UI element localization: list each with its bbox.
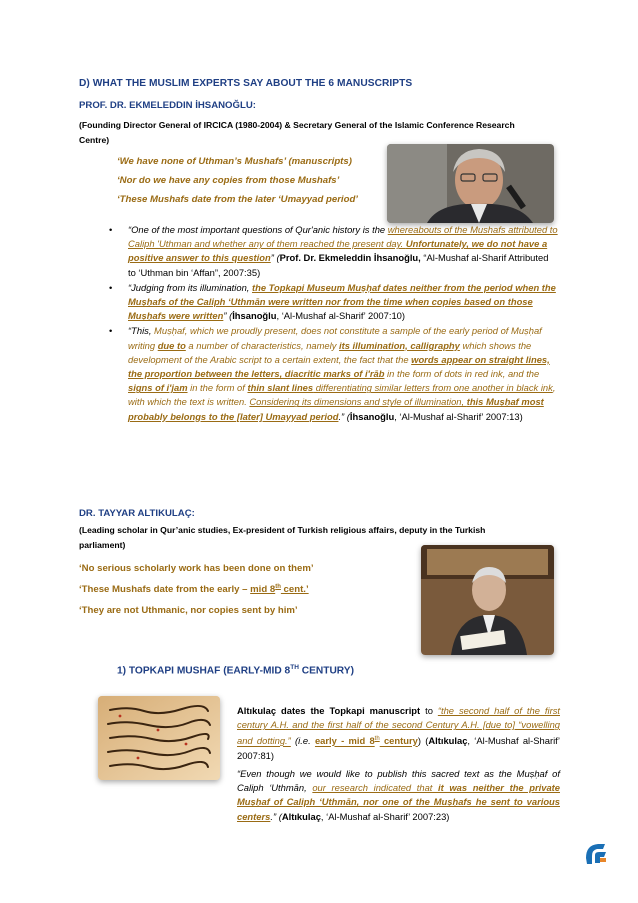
logo-icon: [583, 840, 609, 866]
expert2-name: DR. TAYYAR ALTIKULAÇ:: [79, 508, 195, 519]
bullet-icon: •: [109, 224, 113, 235]
bullet-item: • “This, Muṣḥaf, which we proudly present, does not constitute a sample of the early period of Muṣḥaf writing due to a number of characteristics, namely its illumination, calligraphy which shows the development of the Arabic script to a certain extent, the fact that the words appear on straight lines, the proportion between the letters, diacritic marks of i'rāb in the form of dots in red ink, and the signs of i'jam in the form of thin slant lines differentiating similar letters from one another in black ink, with which the text is written. Considering its dimensions and style of illumination, this Muṣḥaf most probably belongs to the [later] Umayyad period.” (İhsanoğlu, ‘Al-Mushaf al-Sharif’ 2007:13): [109, 325, 556, 422]
expert1-bullet-list: [109, 223, 558, 425]
bullet-icon: •: [109, 325, 113, 337]
topkapi-paragraph-1: Altıkulaç dates the Topkapi manuscript to “the second half of the first century A.H. and the first half of the second Century A.H. [due to] “vowelling and dotting.” (i.e. early - mid 8th century) (Altıkulaç, ‘Al-Mushaf al-Sharif’ 2007:81): [237, 705, 561, 761]
expert1-quote-2: ‘Nor do we have any copies from those Mushafs’: [117, 175, 340, 186]
expert1-quote-3: ‘These Mushafs date from the later ‘Umayyad period’: [117, 194, 358, 205]
expert2-quote-3: ‘They are not Uthmanic, nor copies sent by him’: [79, 605, 298, 616]
section-title: D) WHAT THE MUSLIM EXPERTS SAY ABOUT THE 6 MANUSCRIPTS: [79, 78, 413, 89]
topkapi-title: 1) TOPKAPI MUSHAF (EARLY-MID 8TH CENTURY): [117, 664, 354, 677]
portrait-ihsanoglu: [387, 144, 554, 223]
bullet-item: • “Judging from its illumination, the Topkapi Museum Muṣḥaf dates neither from the period when the Muṣḥafs of the Caliph ‘Uthmān were written nor from the time when copies based on those Muṣḥafs were written” (İhsanoğlu, ‘Al-Mushaf al-Sharif’ 2007:10): [109, 281, 556, 322]
expert2-role-line2: parliament): [79, 540, 126, 550]
portrait-altikulac: [421, 545, 554, 655]
expert1-quote-1: ‘We have none of Uthman’s Mushafs’ (manuscripts): [117, 156, 352, 167]
expert1-name: PROF. DR. EKMELEDDIN İHSANOĞLU:: [79, 100, 256, 111]
topkapi-paragraph-2: “Even though we would like to publish this sacred text as the Muṣḥaf of Caliph ‘Uthmān, our research indicated that it was neither the private Muṣḥaf of Caliph ‘Uthmān, nor one of the Muṣḥafs he sent to various centers.” (Altıkulaç, ‘Al-Mushaf al-Sharif’ 2007:23): [237, 768, 560, 822]
manuscript-photo: [98, 696, 220, 780]
expert2-quote-2: ‘These Mushafs date from the early – mid 8th cent.’: [79, 584, 309, 596]
expert1-role-line1: (Founding Director General of IRCICA (1980-2004) & Secretary General of the Islamic Conference Research: [79, 120, 515, 130]
bullet-item: • “One of the most important questions of Qur'anic history is the whereabouts of the Mushafs attributed to Caliph 'Uthman and whether any of them reached the present day. Unfortunately, we do not have a positive answer to this question” (Prof. Dr. Ekmeleddin İhsanoğlu, “Al-Mushaf al-Sharif Attributed to ‘Uthman bin ‘Affan”, 2007:35): [109, 224, 558, 278]
expert1-role-line2: Centre): [79, 135, 110, 145]
expert2-role-line1: (Leading scholar in Qur’anic studies, Ex-president of Turkish religious affairs, deputy in the Turkish: [79, 525, 486, 535]
bullet-icon: •: [109, 281, 113, 293]
expert2-quote-1: ‘No serious scholarly work has been done on them’: [79, 563, 314, 574]
